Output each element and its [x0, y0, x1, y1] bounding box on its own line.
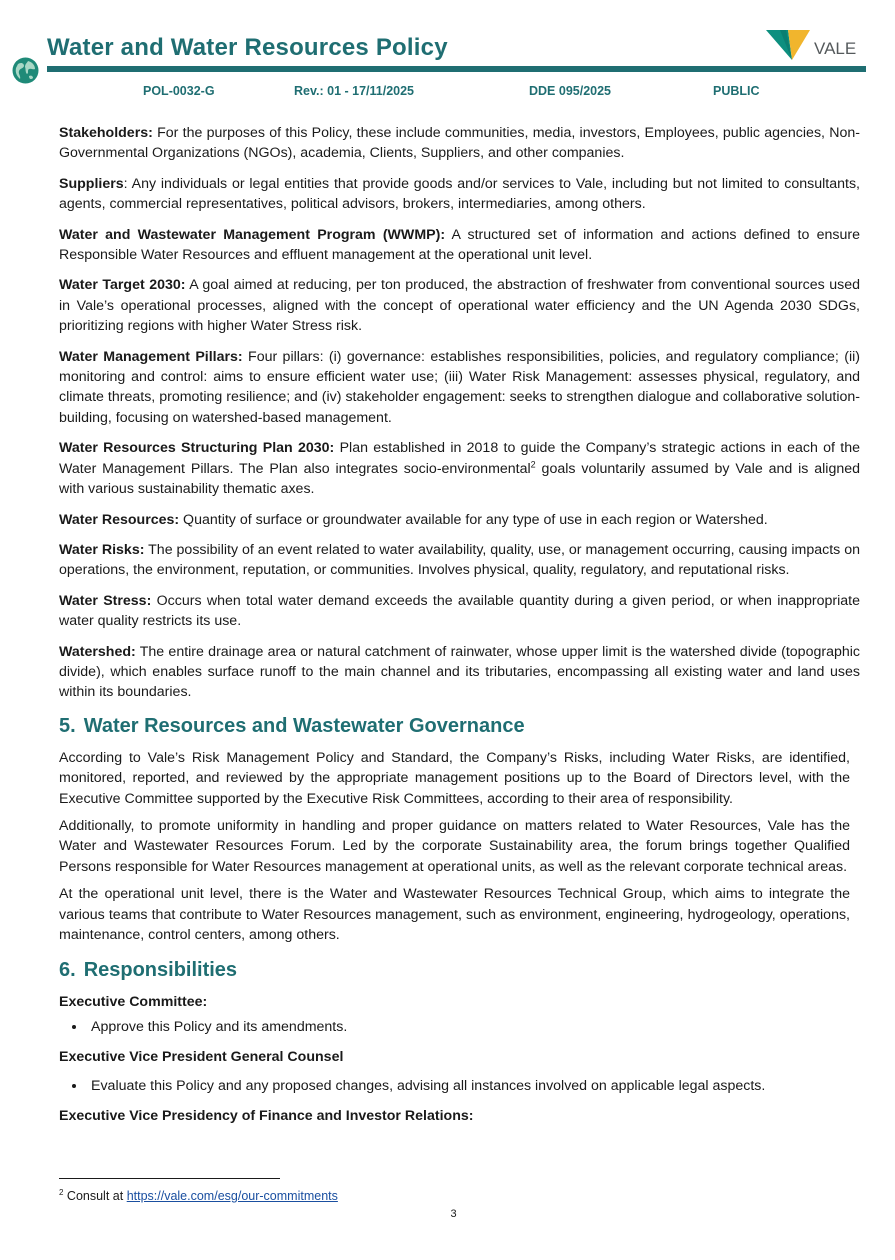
definition-water-resources: Water Resources: Quantity of surface or groundwater available for any type of use in each region or Watershed. — [59, 511, 768, 528]
definition-water-risks: Water Risks: The possibility of an event related to water availability, quality, use, or management occurring, causing impacts on operations, the environment, reputation, or communities. Involves physical, quality, regulatory, and reputational risks. — [59, 541, 860, 579]
definition-water-target-2030: Water Target 2030: A goal aimed at reducing, per ton produced, the abstraction of freshwater from conventional sources used in Vale’s operational processes, aligned with the concept of operational water efficiency and the UN Agenda 2030 SDGs, prioritizing regions with higher Water Stress risk. — [59, 277, 860, 335]
vale-logo — [766, 26, 862, 64]
globe-icon — [12, 57, 39, 84]
doc-code: POL-0032-G — [143, 84, 215, 98]
footnote-link[interactable]: https://vale.com/esg/our-commitments — [126, 1189, 338, 1203]
header-rule — [47, 66, 866, 72]
footnote-ref: 2 — [530, 458, 536, 469]
definition-structuring-plan-2030: Water Resources Structuring Plan 2030: Plan established in 2018 to guide the Company’s strategic actions in each of the Water Management Pillars. The Plan also integrates socio-environmental$^2$ goals voluntarily assumed by Vale and is aligned with various sustainability thematic axes. — [59, 440, 861, 498]
definition-watershed: Watershed: The entire drainage area or natural catchment of rainwater, whose upper limit is the watershed divide (topographic divide), which enables surface runoff to the main channel and its tributaries, encompassing all existing water and land uses within its boundaries. — [59, 643, 860, 701]
role-executive-committee: Executive Committee: — [59, 994, 208, 1011]
footnote: $^2$ Consult at https://vale.com/esg/our-commitments — [59, 1187, 338, 1203]
section-5-paragraph: Additionally, to promote uniformity in handling and proper guidance on matters related to Water Resources, Vale has the Water and Wastewater Resources Forum. Led by the corporate Sustainability area, the forum brings together Qualified Persons responsible for Water Resources management at operational units, as well as the relevant corporate technical areas. — [59, 817, 850, 875]
definition-stakeholders: Stakeholders: For the purposes of this Policy, these include communities, media, investors, Employees, public agencies, Non-Governmental Organizations (NGOs), academia, Clients, Suppliers, and other companies. — [59, 125, 860, 162]
section-5-heading: 5. Water Resources and Wastewater Governance — [59, 714, 525, 737]
definition-water-stress: Water Stress: Occurs when total water demand exceeds the available quantity during a given period, or when inappropriate water quality restricts its use. — [59, 592, 861, 630]
role-general-counsel: Executive Vice President General Counsel — [59, 1049, 344, 1066]
document-body — [59, 123, 860, 1130]
list-item: Evaluate this Policy and any proposed changes, advising all instances involved on applicable legal aspects. — [59, 1076, 860, 1096]
section-5-paragraph: At the operational unit level, there is the Water and Wastewater Resources Technical Group, which aims to integrate the various teams that contribute to Water Resources management, such as environment, engineering, hydrogeology, operations, maintenance, control centers, among others. — [59, 886, 850, 943]
page-number: 3 — [450, 1208, 457, 1220]
definition-water-management-pillars: Water Management Pillars: Four pillars: (i) governance: establishes responsibilities, policies, and regulatory compliance; (ii) monitoring and control: aims to ensure efficient water use; (iii) Water Risk Management: assesses physical, regulatory, and climate threats, promoting resilience; and (iv) stakeholder engagement: seeks to strengthen dialogue and collaborative solution-building, focusing on watershed-based management. — [59, 348, 860, 426]
doc-dde: DDE 095/2025 — [529, 84, 612, 98]
definition-wwmp: Water and Wastewater Management Program (WWMP): A structured set of information and actions defined to ensure Responsible Water Resources and effluent management at the operational unit level. — [59, 226, 860, 264]
list-item: Approve this Policy and its amendments. — [59, 1017, 860, 1037]
role-finance-investor-relations: Executive Vice Presidency of Finance and Investor Relations: — [59, 1108, 474, 1125]
definition-suppliers: Suppliers: Any individuals or legal entities that provide goods and/or services to Vale, including but not limited to consultants, agents, commercial representatives, political advisors, brokers, intermediaries, among others. — [59, 175, 860, 213]
doc-classification: PUBLIC — [713, 84, 760, 98]
document-title: Water and Water Resources Policy — [47, 34, 448, 61]
doc-revision: Rev.: 01 - 17/11/2025 — [294, 84, 414, 98]
logo-text: VALE — [814, 39, 857, 58]
section-6-heading: 6. Responsibilities — [59, 959, 238, 982]
footnote-separator — [59, 1178, 280, 1179]
section-5-paragraph: According to Vale’s Risk Management Policy and Standard, the Company’s Risks, including Water Risks, are identified, monitored, reported, and reviewed by the appropriate management positions up to the Board of Directors level, with the Executive Committee supported by the Executive Risk Committees, according to their area of responsibility. — [59, 749, 850, 807]
